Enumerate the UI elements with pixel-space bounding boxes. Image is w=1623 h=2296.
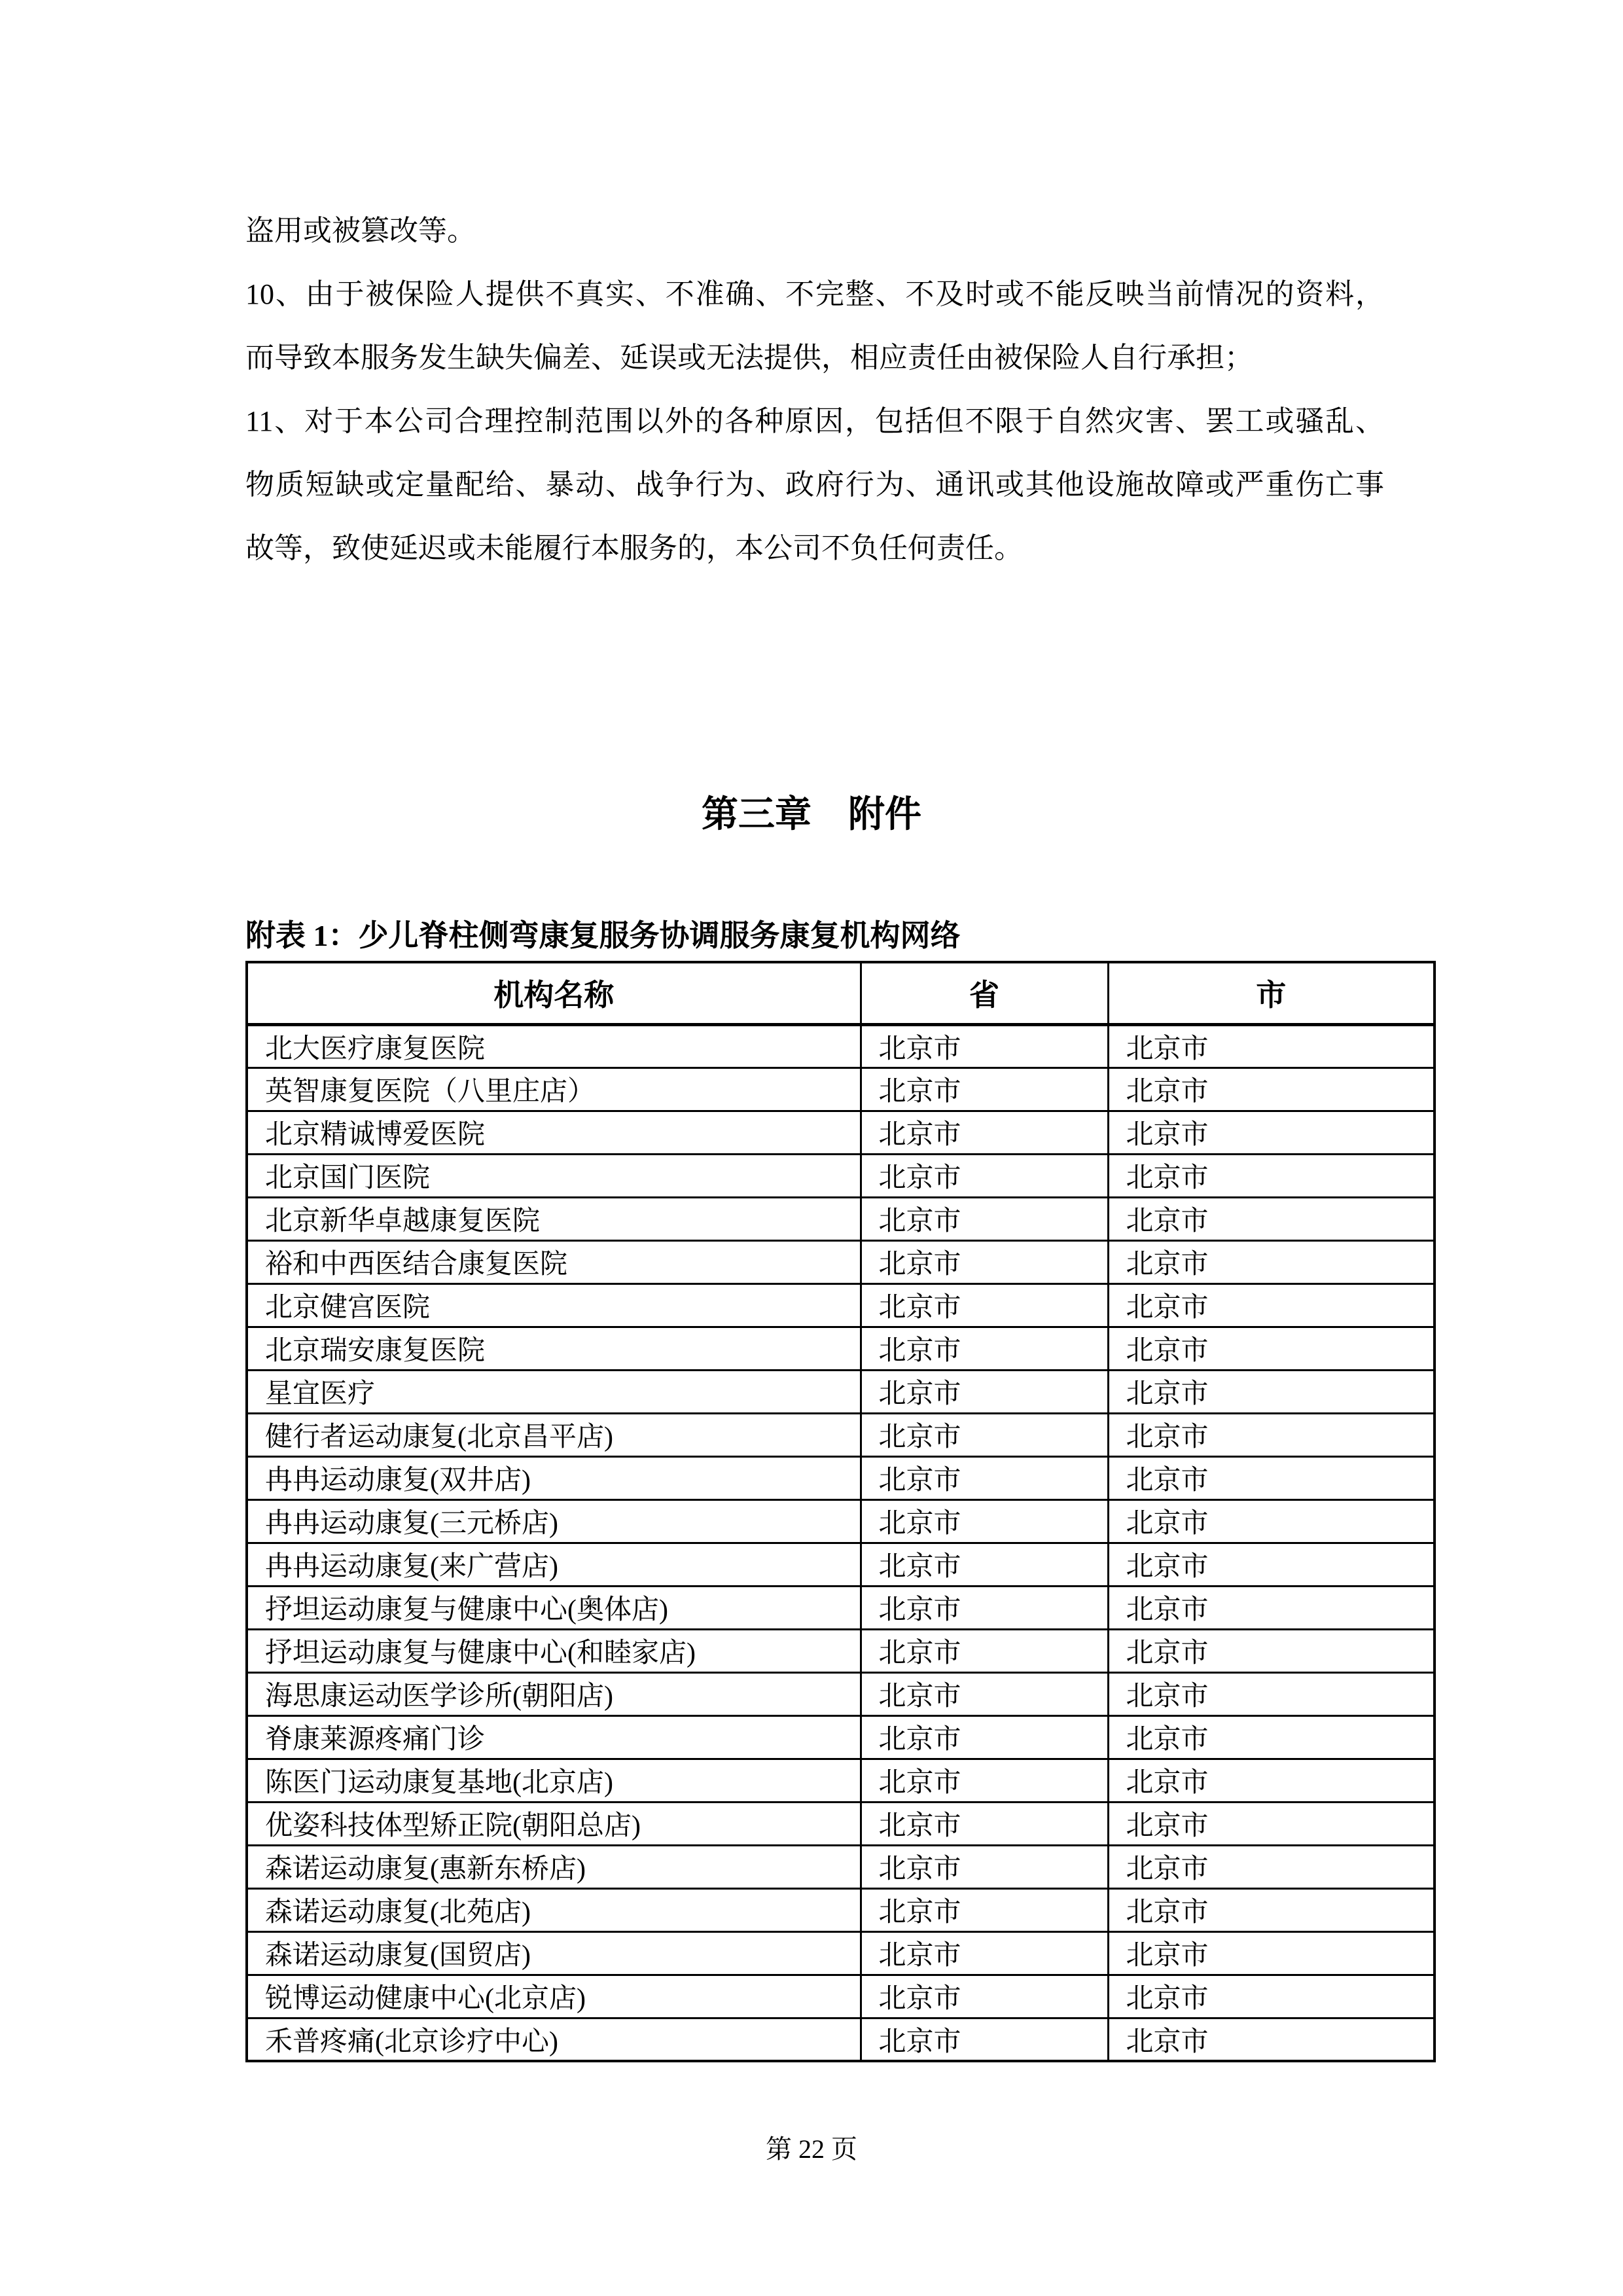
table-row bbox=[247, 1327, 1435, 1370]
table-row bbox=[247, 1067, 1435, 1111]
table-caption: 附表 1：少儿脊柱侧弯康复服务协调服务康复机构网络 bbox=[245, 919, 961, 952]
cell-province: 北京市 bbox=[861, 2018, 1108, 2061]
cell-institution-name: 北大医疗康复医院 bbox=[247, 1024, 861, 1067]
cell-city: 北京市 bbox=[1108, 1845, 1435, 1888]
table-row bbox=[247, 1499, 1435, 1543]
cell-institution-name: 健行者运动康复(北京昌平店) bbox=[247, 1413, 861, 1456]
cell-institution-name: 北京国门医院 bbox=[247, 1154, 861, 1197]
paragraph-line: 10、由于被保险人提供不真实、不准确、不完整、不及时或不能反映当前情况的资料， bbox=[245, 278, 1384, 310]
table-row bbox=[247, 1456, 1435, 1499]
table-row bbox=[247, 1931, 1435, 1975]
cell-province: 北京市 bbox=[861, 1327, 1108, 1370]
cell-province: 北京市 bbox=[861, 1543, 1108, 1586]
page-number-footer: 第 22 页 bbox=[766, 2134, 857, 2164]
table-row bbox=[247, 1370, 1435, 1413]
table-row bbox=[247, 1154, 1435, 1197]
cell-institution-name: 北京健宫医院 bbox=[247, 1283, 861, 1327]
column-header-city: 市 bbox=[1108, 962, 1435, 1024]
cell-institution-name: 森诺运动康复(国贸店) bbox=[247, 1931, 861, 1975]
cell-institution-name: 英智康复医院（八里庄店） bbox=[247, 1067, 861, 1111]
cell-city: 北京市 bbox=[1108, 1888, 1435, 1931]
cell-institution-name: 裕和中西医结合康复医院 bbox=[247, 1240, 861, 1283]
cell-province: 北京市 bbox=[861, 1067, 1108, 1111]
cell-province: 北京市 bbox=[861, 1931, 1108, 1975]
cell-city: 北京市 bbox=[1108, 1024, 1435, 1067]
cell-province: 北京市 bbox=[861, 1283, 1108, 1327]
cell-province: 北京市 bbox=[861, 1499, 1108, 1543]
cell-province: 北京市 bbox=[861, 1629, 1108, 1672]
cell-province: 北京市 bbox=[861, 1802, 1108, 1845]
cell-province: 北京市 bbox=[861, 1888, 1108, 1931]
table-row bbox=[247, 1975, 1435, 2018]
table-row bbox=[247, 1845, 1435, 1888]
table-row bbox=[247, 2018, 1435, 2061]
cell-city: 北京市 bbox=[1108, 1370, 1435, 1413]
cell-city: 北京市 bbox=[1108, 1543, 1435, 1586]
cell-province: 北京市 bbox=[861, 1197, 1108, 1240]
cell-province: 北京市 bbox=[861, 1154, 1108, 1197]
table-row bbox=[247, 1413, 1435, 1456]
table-row bbox=[247, 1759, 1435, 1802]
cell-province: 北京市 bbox=[861, 1845, 1108, 1888]
chapter-heading: 第三章 附件 bbox=[702, 795, 921, 835]
cell-province: 北京市 bbox=[861, 1240, 1108, 1283]
table-row bbox=[247, 1543, 1435, 1586]
cell-province: 北京市 bbox=[861, 1370, 1108, 1413]
cell-institution-name: 北京新华卓越康复医院 bbox=[247, 1197, 861, 1240]
cell-institution-name: 海思康运动医学诊所(朝阳店) bbox=[247, 1672, 861, 1715]
cell-province: 北京市 bbox=[861, 1975, 1108, 2018]
cell-city: 北京市 bbox=[1108, 1197, 1435, 1240]
cell-institution-name: 北京瑞安康复医院 bbox=[247, 1327, 861, 1370]
cell-province: 北京市 bbox=[861, 1413, 1108, 1456]
paragraph-line: 而导致本服务发生缺失偏差、延误或无法提供，相应责任由被保险人自行承担； bbox=[245, 342, 1253, 374]
table-row bbox=[247, 1888, 1435, 1931]
cell-city: 北京市 bbox=[1108, 1413, 1435, 1456]
cell-province: 北京市 bbox=[861, 1672, 1108, 1715]
table-row bbox=[247, 1283, 1435, 1327]
cell-institution-name: 冉冉运动康复(三元桥店) bbox=[247, 1499, 861, 1543]
cell-province: 北京市 bbox=[861, 1456, 1108, 1499]
cell-city: 北京市 bbox=[1108, 1154, 1435, 1197]
institution-network-table bbox=[245, 961, 1436, 2062]
cell-city: 北京市 bbox=[1108, 1240, 1435, 1283]
cell-institution-name: 抒坦运动康复与健康中心(奥体店) bbox=[247, 1586, 861, 1629]
table-header bbox=[247, 962, 1435, 1024]
cell-institution-name: 脊康莱源疼痛门诊 bbox=[247, 1715, 861, 1759]
cell-city: 北京市 bbox=[1108, 1802, 1435, 1845]
paragraph-line: 物质短缺或定量配给、暴动、战争行为、政府行为、通讯或其他设施故障或严重伤亡事 bbox=[245, 469, 1384, 501]
table-header-row bbox=[247, 962, 1435, 1024]
table-row bbox=[247, 1672, 1435, 1715]
cell-city: 北京市 bbox=[1108, 1456, 1435, 1499]
table-row bbox=[247, 1240, 1435, 1283]
table-row bbox=[247, 1715, 1435, 1759]
cell-city: 北京市 bbox=[1108, 1586, 1435, 1629]
cell-city: 北京市 bbox=[1108, 1067, 1435, 1111]
cell-city: 北京市 bbox=[1108, 1759, 1435, 1802]
cell-institution-name: 优姿科技体型矫正院(朝阳总店) bbox=[247, 1802, 861, 1845]
cell-institution-name: 锐博运动健康中心(北京店) bbox=[247, 1975, 861, 2018]
column-header-institution: 机构名称 bbox=[247, 962, 861, 1024]
cell-city: 北京市 bbox=[1108, 1499, 1435, 1543]
cell-city: 北京市 bbox=[1108, 1975, 1435, 2018]
cell-institution-name: 北京精诚博爱医院 bbox=[247, 1111, 861, 1154]
cell-city: 北京市 bbox=[1108, 1931, 1435, 1975]
cell-institution-name: 禾普疼痛(北京诊疗中心) bbox=[247, 2018, 861, 2061]
table-row bbox=[247, 1111, 1435, 1154]
cell-province: 北京市 bbox=[861, 1111, 1108, 1154]
paragraph-line: 11、对于本公司合理控制范围以外的各种原因，包括但不限于自然灾害、罢工或骚乱、 bbox=[245, 405, 1384, 437]
table-row bbox=[247, 1629, 1435, 1672]
cell-city: 北京市 bbox=[1108, 1629, 1435, 1672]
cell-institution-name: 冉冉运动康复(双井店) bbox=[247, 1456, 861, 1499]
cell-province: 北京市 bbox=[861, 1759, 1108, 1802]
table-row bbox=[247, 1586, 1435, 1629]
paragraph-line: 故等，致使延迟或未能履行本服务的，本公司不负任何责任。 bbox=[245, 532, 1023, 564]
table-row bbox=[247, 1024, 1435, 1067]
cell-institution-name: 森诺运动康复(惠新东桥店) bbox=[247, 1845, 861, 1888]
cell-city: 北京市 bbox=[1108, 1283, 1435, 1327]
table-body bbox=[247, 1024, 1435, 2061]
cell-institution-name: 星宜医疗 bbox=[247, 1370, 861, 1413]
column-header-province: 省 bbox=[861, 962, 1108, 1024]
disclaimer-paragraphs bbox=[245, 199, 1384, 580]
cell-institution-name: 冉冉运动康复(来广营店) bbox=[247, 1543, 861, 1586]
cell-province: 北京市 bbox=[861, 1715, 1108, 1759]
table-row bbox=[247, 1197, 1435, 1240]
cell-city: 北京市 bbox=[1108, 1327, 1435, 1370]
paragraph-line: 盗用或被篡改等。 bbox=[245, 215, 476, 247]
cell-province: 北京市 bbox=[861, 1024, 1108, 1067]
cell-institution-name: 陈医门运动康复基地(北京店) bbox=[247, 1759, 861, 1802]
cell-city: 北京市 bbox=[1108, 1111, 1435, 1154]
cell-city: 北京市 bbox=[1108, 1715, 1435, 1759]
cell-province: 北京市 bbox=[861, 1586, 1108, 1629]
cell-institution-name: 森诺运动康复(北苑店) bbox=[247, 1888, 861, 1931]
cell-city: 北京市 bbox=[1108, 1672, 1435, 1715]
cell-city: 北京市 bbox=[1108, 2018, 1435, 2061]
cell-institution-name: 抒坦运动康复与健康中心(和睦家店) bbox=[247, 1629, 861, 1672]
table-row bbox=[247, 1802, 1435, 1845]
